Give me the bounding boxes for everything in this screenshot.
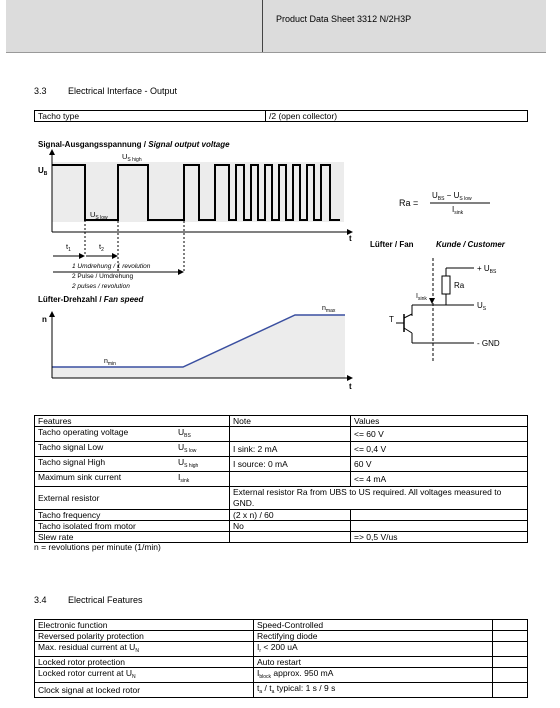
fan-t-label: t xyxy=(349,382,352,391)
feature-note: I sink: 2 mA xyxy=(230,442,351,457)
feature-value xyxy=(351,510,528,521)
table-row xyxy=(35,657,528,668)
header-values: Values xyxy=(351,416,528,427)
table-row xyxy=(35,472,528,487)
t1-label: $t_1$ xyxy=(66,242,71,253)
rev2a-label: 2 Pulse / Umdrehung xyxy=(72,273,134,280)
feature-value: <= 0,4 V xyxy=(351,442,528,457)
us-high-label: $U_{S high}$ xyxy=(122,152,142,163)
elec-label: Locked rotor current at U xyxy=(38,668,133,678)
feature-note xyxy=(230,427,351,442)
table-row xyxy=(35,442,528,457)
feature-symbol-sub: S high xyxy=(184,463,199,469)
feature-value xyxy=(351,521,528,532)
feature-symbol: U xyxy=(178,457,185,467)
header-title: Product Data Sheet 3312 N/2H3P xyxy=(276,14,412,24)
resistor-ra xyxy=(442,276,450,294)
fan-speed-title: Lüfter-Drehzahl / Fan speed xyxy=(38,295,144,304)
feature-name: Tacho frequency xyxy=(35,510,230,521)
feature-symbol-sub: BS xyxy=(184,433,191,439)
feature-name: External resistor xyxy=(35,487,230,510)
feature-name: Maximum sink current xyxy=(38,472,122,482)
signal-t-label: t xyxy=(349,234,352,243)
elec-extra xyxy=(493,631,528,642)
feature-value: => 0,5 V/us xyxy=(351,532,528,543)
section-number: 3.3 xyxy=(34,86,47,96)
feature-symbol: U xyxy=(178,442,185,452)
signal-title: Signal-Ausgangsspannung / Signal output voltage xyxy=(38,140,230,149)
feature-note: (2 x n) / 60 xyxy=(230,510,351,521)
elec-extra xyxy=(493,657,528,668)
section-title: Electrical Features xyxy=(68,595,143,605)
signal-diagram xyxy=(0,130,560,410)
formula-numerator: $U_{BS} - U_{S low}$ xyxy=(432,191,472,202)
feature-name: Slew rate xyxy=(35,532,230,543)
header-features: Features xyxy=(35,416,230,427)
feature-name: Tacho signal Low xyxy=(38,442,104,452)
section-number: 3.4 xyxy=(34,595,47,605)
n-label: n xyxy=(42,315,47,324)
feature-note: No xyxy=(230,521,351,532)
rev1-label: 1 Umdrehung / 1 revolution xyxy=(72,263,151,270)
elec-extra xyxy=(493,683,528,698)
electrical-features-table xyxy=(34,619,528,698)
circuit-us-label: $U_S$ xyxy=(477,301,487,312)
section-heading-output xyxy=(34,86,177,96)
circuit-ubs-label: + $U_{BS}$ xyxy=(477,264,497,275)
elec-label: Max. residual current at U xyxy=(38,642,136,652)
table-row xyxy=(35,521,528,532)
elec-value: Rectifying diode xyxy=(254,631,493,642)
ub-label: $U_B$ xyxy=(38,166,48,177)
feature-value: <= 4 mA xyxy=(351,472,528,487)
circuit-customer-label: Kunde / Customer xyxy=(436,240,505,249)
elec-value: Speed-Controlled xyxy=(254,620,493,631)
tacho-type-label: Tacho type xyxy=(35,111,266,122)
elec-value: Auto restart xyxy=(254,657,493,668)
header-divider xyxy=(262,0,263,52)
feature-name: Tacho isolated from motor xyxy=(35,521,230,532)
formula-ra: Ra = xyxy=(399,198,419,208)
table-row xyxy=(35,457,528,472)
rpm-note: n = revolutions per minute (1/min) xyxy=(34,542,161,552)
feature-symbol-sub: sink xyxy=(180,478,190,484)
table-row: Locked rotor current at $U_N$ $I_{block}$ approx. 950 mA xyxy=(35,668,528,683)
table-row xyxy=(35,427,528,442)
elec-extra xyxy=(493,668,528,683)
elec-value: t xyxy=(257,683,260,693)
rev2b-label: 2 pulses / revolution xyxy=(72,283,130,290)
t2-label: $t_2$ xyxy=(99,242,104,253)
elec-label: Reversed polarity protection xyxy=(35,631,254,642)
circuit-ra-label: Ra xyxy=(454,281,465,290)
feature-note: I source: 0 mA xyxy=(230,457,351,472)
features-table xyxy=(34,415,528,543)
table-row xyxy=(35,620,528,631)
table-row: Clock signal at locked rotor $t_a / t_a$ typical: 1 s / 9 s xyxy=(35,683,528,698)
feature-symbol: U xyxy=(178,427,185,437)
fan-speed-area xyxy=(52,315,345,378)
formula-denominator: $I_{sink}$ xyxy=(452,205,464,216)
feature-value: <= 60 V xyxy=(351,427,528,442)
elec-label: Electronic function xyxy=(35,620,254,631)
header-note: Note xyxy=(230,416,351,427)
table-row: Max. residual current at $U_N$ $I_r < 200$ uA xyxy=(35,642,528,657)
feature-name: Tacho operating voltage xyxy=(38,427,129,437)
table-row xyxy=(35,111,528,122)
table-row xyxy=(35,510,528,521)
circuit-gnd-label: - GND xyxy=(477,339,500,348)
circuit-fan-label: Lüfter / Fan xyxy=(370,240,414,249)
elec-value: I xyxy=(257,668,260,678)
table-row xyxy=(35,487,528,510)
feature-symbol-sub: S low xyxy=(184,448,197,454)
elec-extra xyxy=(493,642,528,657)
us-low-label: $U_{S low}$ xyxy=(90,210,108,221)
circuit-t-label: T xyxy=(389,315,394,324)
feature-symbol: I xyxy=(178,472,181,482)
elec-label: Locked rotor protection xyxy=(35,657,254,668)
nmin-label: $n_{min}$ xyxy=(104,358,116,367)
circuit-isink-label: $I_{sink}$ xyxy=(416,293,427,302)
table-header-row xyxy=(35,416,528,427)
elec-extra xyxy=(493,620,528,631)
nmax-label: $n_{max}$ xyxy=(322,305,336,314)
feature-name: Tacho signal High xyxy=(38,457,106,467)
section-title: Electrical Interface - Output xyxy=(68,86,178,96)
elec-value: I xyxy=(257,642,260,652)
table-row xyxy=(35,532,528,543)
page-header xyxy=(6,0,546,53)
table-row xyxy=(35,631,528,642)
feature-note xyxy=(230,532,351,543)
feature-value: 60 V xyxy=(351,457,528,472)
feature-note: External resistor Ra from UBS to US required. All voltages measured to GND. xyxy=(230,487,528,510)
tacho-type-value: /2 (open collector) xyxy=(266,111,528,122)
tacho-type-table xyxy=(34,110,528,122)
section-heading-features xyxy=(34,595,143,605)
elec-label: Clock signal at locked rotor xyxy=(35,683,254,698)
feature-note xyxy=(230,472,351,487)
